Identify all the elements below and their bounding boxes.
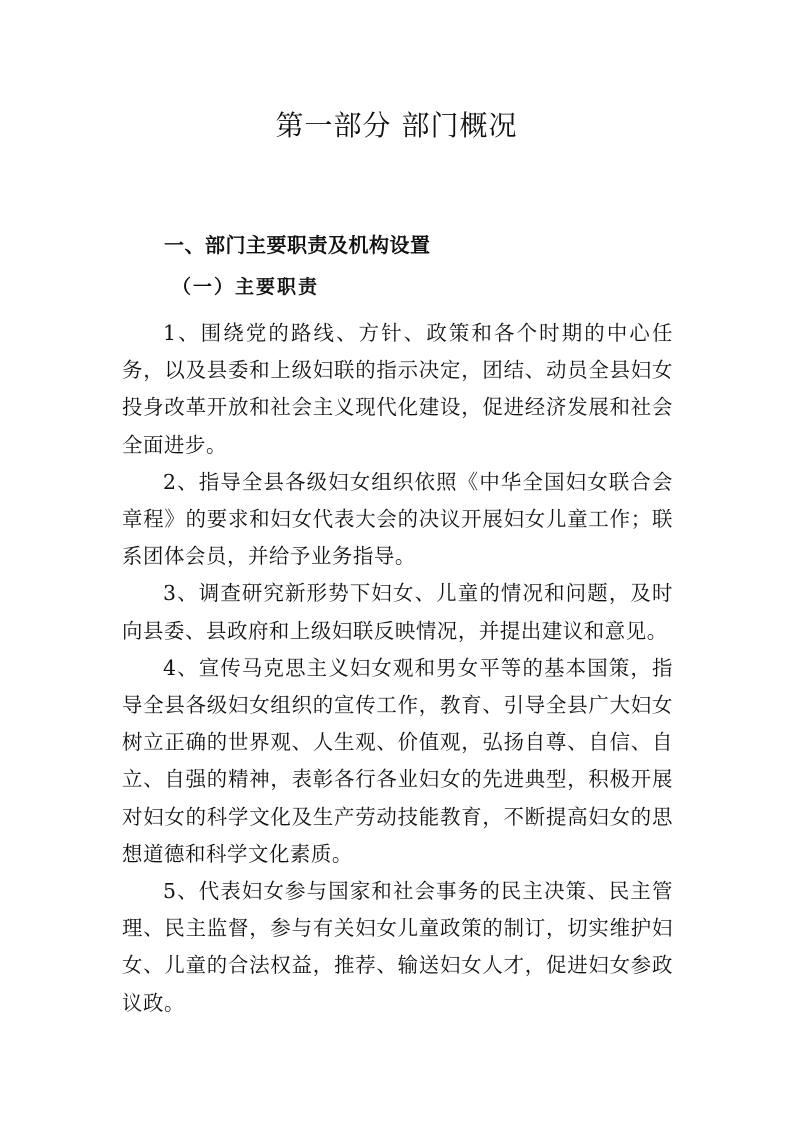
paragraph-4: 4、宣传马克思主义妇女观和男女平等的基本国策，指导全县各级妇女组织的宣传工作，教育、引导全县广大妇女树立正确的世界观、人生观、价值观，弘扬自尊、自信、自立、自强的精神，表彰各行各业妇女的先进典型，积极开展对妇女的科学文化及生产劳动技能教育，不断提高妇女的思想道德和科学文化素质。 [122,655,673,866]
paragraph-1: 1、围绕党的路线、方针、政策和各个时期的中心任务，以及县委和上级妇联的指示决定，团结、动员全县妇女投身改革开放和社会主义现代化建设，促进经济发展和社会全面进步。 [122,321,673,457]
paragraph-5: 5、代表妇女参与国家和社会事务的民主决策、民主管理、民主监督，参与有关妇女儿童政策的制订，切实维护妇女、儿童的合法权益，推荐、输送妇女人才，促进妇女参政议政。 [122,879,673,1015]
sub-heading: （一）主要职责 [172,276,320,298]
body-text [122,315,673,1022]
section-heading: 一、部门主要职责及机构设置 [164,233,431,257]
paragraph-3: 3、调查研究新形势下妇女、儿童的情况和问题，及时向县委、县政府和上级妇联反映情况，并提出建议和意见。 [122,581,673,643]
page-title: 第一部分 部门概况 [275,109,518,142]
paragraph-2: 2、指导全县各级妇女组织依照《中华全国妇女联合会章程》的要求和妇女代表大会的决议开展妇女儿童工作；联系团体会员，并给予业务指导。 [122,469,673,569]
